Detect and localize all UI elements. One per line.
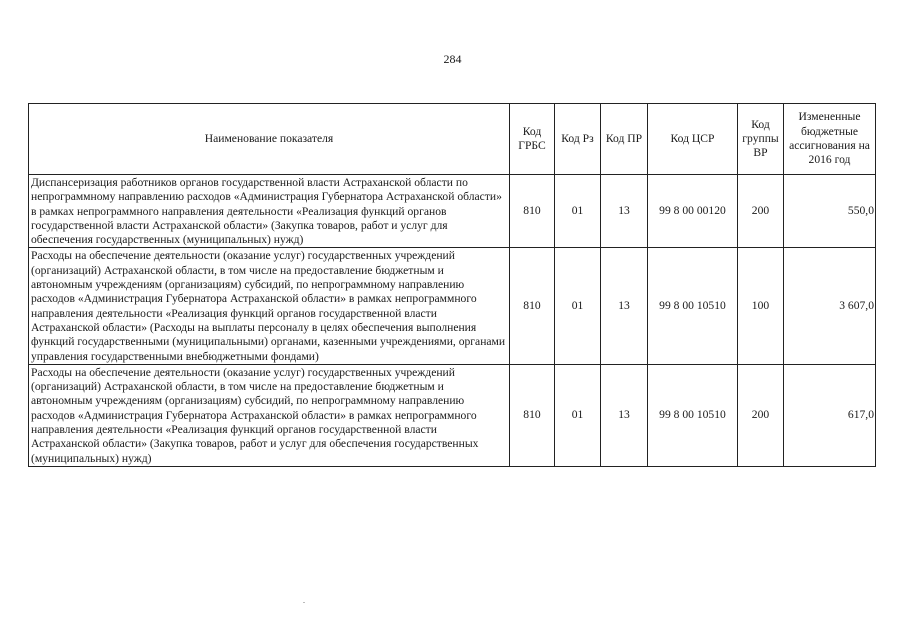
header-grbs: Код ГРБС [510,104,555,175]
row-amount: 617,0 [784,364,876,466]
header-rz: Код Рз [555,104,601,175]
row-rz: 01 [555,364,601,466]
table-row [29,248,876,364]
header-amount: Измененные бюджетные ассигнования на 2016 год [784,104,876,175]
row-pr: 13 [601,248,648,364]
page-number: 284 [443,52,462,66]
row-pr: 13 [601,175,648,248]
header-name: Наименование показателя [29,104,510,175]
table-header-row [29,104,876,175]
row-vr: 200 [738,175,784,248]
row-pr: 13 [601,364,648,466]
header-vr: Код группы ВР [738,104,784,175]
header-pr: Код ПР [601,104,648,175]
row-rz: 01 [555,248,601,364]
row-amount: 3 607,0 [784,248,876,364]
row-csr: 99 8 00 10510 [648,364,738,466]
row-csr: 99 8 00 00120 [648,175,738,248]
scan-speck [303,602,305,603]
row-vr: 200 [738,364,784,466]
row-rz: 01 [555,175,601,248]
row-name: Расходы на обеспечение деятельности (оказание услуг) государственных учреждений (организаций) Астраханской области, в том числе на предоставление бюджетным и автономным учреждениям (организациям) субсидий, по непрограммному направлению расходов «Администрация Губернатора Астраханской области» в рамках непрограммного направления деятельности «Реализация функций органов государственной власти Астраханской области» (Расходы на выплаты персоналу в целях обеспечения выполнения функций государственными (муниципальными) органами, казенными учреждениями, органами управления государственными внебюджетными фондами) [29,248,510,364]
table-row [29,364,876,466]
row-grbs: 810 [510,175,555,248]
header-csr: Код ЦСР [648,104,738,175]
budget-table [28,103,876,467]
row-vr: 100 [738,248,784,364]
table-row [29,175,876,248]
row-grbs: 810 [510,364,555,466]
row-grbs: 810 [510,248,555,364]
row-name: Диспансеризация работников органов государственной власти Астраханской области по непрограммному направлению расходов «Администрация Губернатора Астраханской области» в рамках непрограммного направления деятельности «Реализация функций органов государственной власти Астраханской области» (Закупка товаров, работ и услуг для обеспечения государственных (муниципальных) нужд) [29,175,510,248]
row-amount: 550,0 [784,175,876,248]
row-name: Расходы на обеспечение деятельности (оказание услуг) государственных учреждений (организаций) Астраханской области, в том числе на предоставление бюджетным и автономным учреждениям (организациям) субсидий, по непрограммному направлению расходов «Администрация Губернатора Астраханской области» в рамках непрограммного направления деятельности «Реализация функций органов государственной власти Астраханской области» (Закупка товаров, работ и услуг для обеспечения государственных (муниципальных) нужд) [29,364,510,466]
row-csr: 99 8 00 10510 [648,248,738,364]
